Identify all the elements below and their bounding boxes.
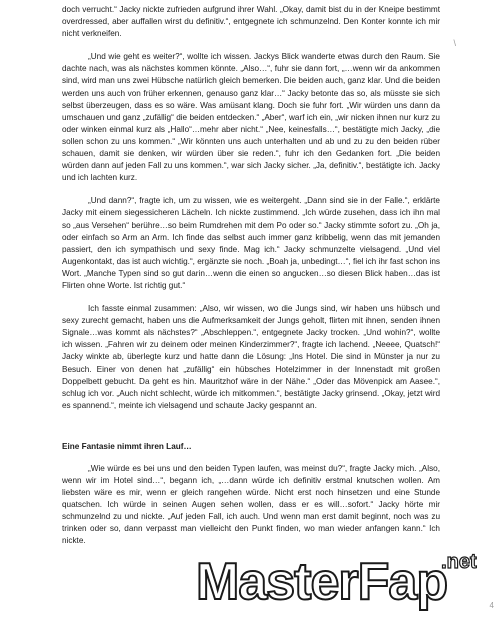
margin-mark: \ bbox=[453, 38, 456, 48]
paragraph-3: „Und dann?“, fragte ich, um zu wissen, wie es weitergeht. „Dann sind sie in der Falle.“, erklärte Jacky mit einem siegessicheren Lächeln. Ich nickte zustimmend. „Ich würde zusehen, dass ich ihn mal so „aus Versehen“ berühre…so beim Rumdrehen mit dem Po oder so.“ Jacky stimmte sofort zu. „Oh ja, oder einfach so Arm an Arm. Ich finde das selbst auch immer ganz kribbelig, wenn das mit jemanden passiert, den ich sympathisch und sexy finde. Mag ich.“ Jacky schmunzelte vielsagend. „Und viel Augenkontakt, das ist auch wichtig.“, ergänzte sie noch. „Boah ja, unbedingt…“, fiel ich ihr fast schon ins Wort. „Manche Typen sind so gut darin…wenn die einen so angucken…so diesen Blick haben…das ist Flirten ohne Worte. Ist richtig gut.“ bbox=[62, 196, 440, 290]
watermark-suffix: .net bbox=[441, 551, 477, 573]
watermark-backdrop bbox=[196, 560, 496, 610]
paragraph-1: doch verrucht.“ Jacky nickte zufrieden aufgrund ihrer Wahl. „Okay, damit bist du in der Kneipe bestimmt overdressed, aber auffallen wirst du definitiv.“, entgegnete ich schmunzelnd. Den Konter konnte ich mir nicht verkneifen. bbox=[62, 5, 440, 39]
section-heading: Eine Fantasie nimmt ihren Lauf… bbox=[62, 441, 192, 451]
paragraph-2: „Und wie geht es weiter?“, wollte ich wissen. Jackys Blick wanderte etwas durch den Raum. Sie dachte nach, was als nächstes kommen könnte. „Also…“, fuhr sie dann fort, „…wenn wir da ankommen sind, wird man uns zwei Hübsche natürlich gleich bemerken. Die beiden auch, ganz klar. Und die beiden werden uns auch von früher erkennen, genauso ganz klar…“ Jacky betonte das so, als müsste sie sich selbst überzeugen, dass es so wäre. Was amüsant klang. Doch sie fuhr fort. „Wir würden uns dann da umschauen und ganz „zufällig“ die beiden entdecken.“ „Aber“, warf ich ein, „wir nicken ihnen nur kurz zu oder winken einmal kurz als „Hallo“…mehr aber nicht.“ „Nee, keinesfalls…“, bestätigte mich Jacky, „die sollen schon zu uns kommen.“ „Wir könnten uns auch unterhalten und ab und zu zu den beiden rüber schauen, damit sie denken, wir würden über sie reden.“, fuhr ich den Gedanken fort. „Die beiden würden dann auf jeden Fall zu uns kommen.“, war sich Jacky sicher. „Ja, definitiv.“, bestätigte ich. Jacky und ich lachten kurz. bbox=[62, 52, 440, 183]
watermark-text: MasterFap bbox=[196, 553, 448, 611]
paragraph-4: Ich fasste einmal zusammen: „Also, wir wissen, wo die Jungs sind, wir haben uns hübsch und sexy zurecht gemacht, haben uns die Aufmerksamkeit der Jungs geholt, flirten mit ihnen, senden ihnen Signale…was kommt als nächstes?“ „Abschleppen.“, entgegnete Jacky trocken. „Und wohin?“, wollte ich wissen. „Fahren wir zu deinem oder meinen Kinderzimmer?“, fragte ich lachend. „Neeee, Quatsch!“ Jacky winkte ab, überlegte kurz und hatte dann die Lösung: „Ins Hotel. Die sind in Münster ja nur zu Besuch. Einer von denen hat „zufällig“ ein hübsches Hotelzimmer in der Innenstadt mit großen Doppelbett gebucht. Da geht es hin. Mauritzhof wäre in der Nähe.“ „Oder das Mövenpick am Aasee.“, schlug ich vor. „Auch nicht schlecht, würde ich mitkommen.“, bestätigte Jacky grinsend. „Okay, jetzt wird es spannend.“, meinte ich vielsagend und schaute Jacky gespannt an. bbox=[62, 304, 440, 410]
paragraph-5: „Wie würde es bei uns und den beiden Typen laufen, was meinst du?“, fragte Jacky mich. „Also, wenn wir im Hotel sind…“, begann ich, „…dann würde ich definitiv erstmal knutschen wollen. Am liebsten wäre es mir, wenn er gleich rangehen würde. Nicht erst noch hinsetzen und eine Stunde quatschen. Ich würde in seinen Augen sehen wollen, dass er es will…sofort.“ Jacky hörte mir schmunzelnd zu und nickte. „Auf jeden Fall, ich auch. Und wenn man erst damit beginnt, noch was zu trinken oder so, dann verpasst man vielleicht den Punkt finden, wo man wieder anfangen kann.“ Ich nickte. bbox=[62, 463, 440, 546]
page-body bbox=[62, 4, 440, 559]
section-gap bbox=[62, 423, 440, 441]
